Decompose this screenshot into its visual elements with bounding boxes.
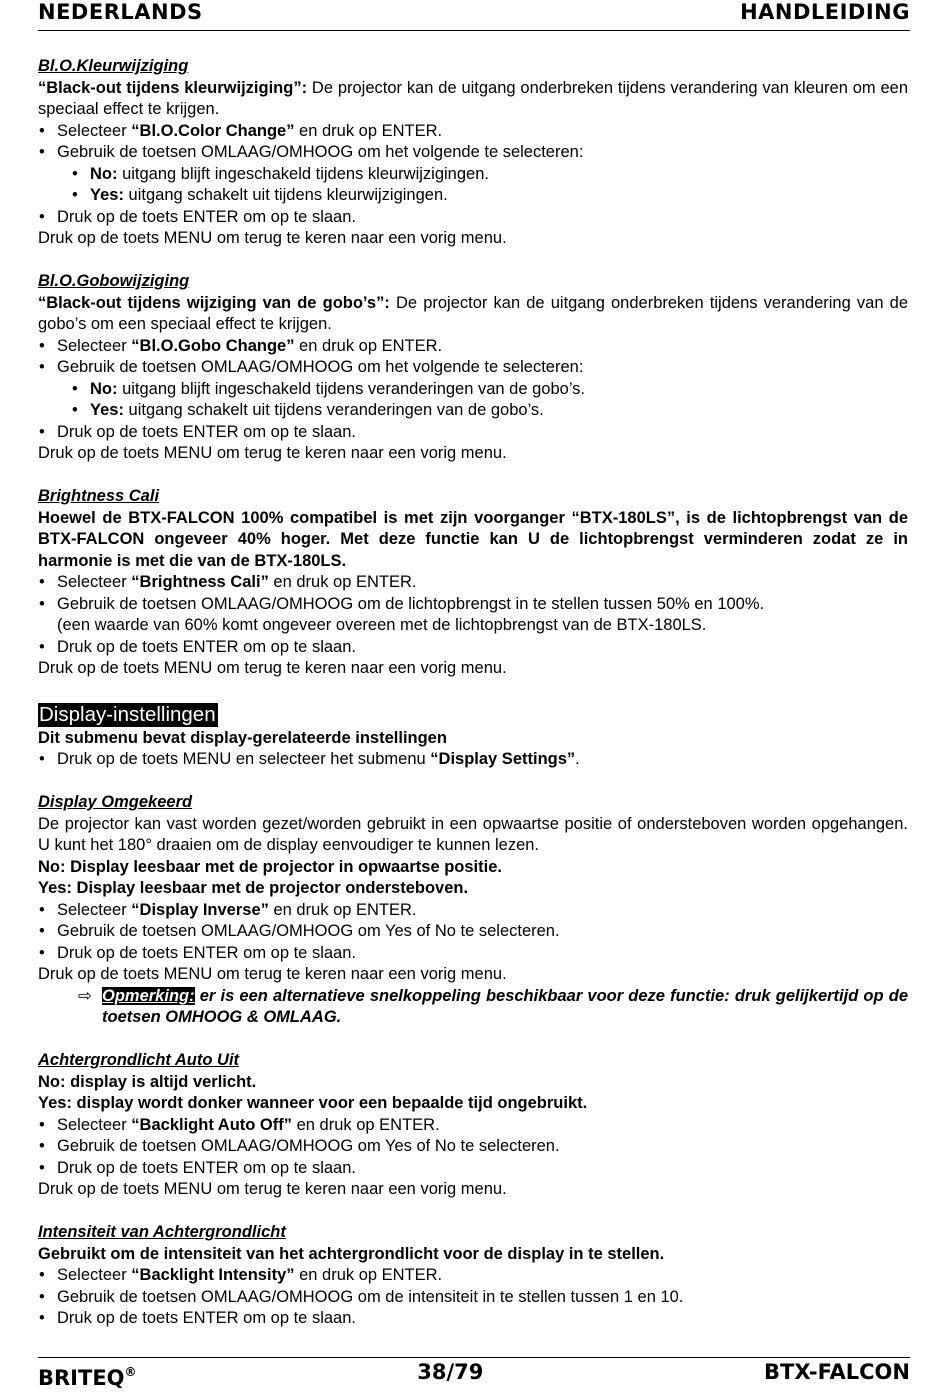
footer-brand: BRITEQ® xyxy=(38,1365,137,1390)
option-yes: Yes: Display leesbaar met de projector ondersteboven. xyxy=(38,879,469,897)
list-item: • Selecteer “Bl.O.Gobo Change” en druk op ENTER. xyxy=(38,336,908,358)
list-item-note: (een waarde van 60% komt ongeveer overeen met de lichtopbrengst van de BTX-180LS. xyxy=(57,616,707,634)
instruction-list xyxy=(38,1265,908,1330)
note-text: er is een alternatieve snelkoppeling beschikbaar voor deze functie: druk gelijkertijd op de toetsen OMHOOG & OMLAAG. xyxy=(102,986,908,1026)
list-item: • Selecteer “Bl.O.Color Change” en druk op ENTER. xyxy=(38,121,908,143)
list-item: • Druk op de toets ENTER om op te slaan. xyxy=(38,1308,908,1330)
section-intro: Gebruikt om de intensiteit van het achtergrondlicht voor de display in te stellen. xyxy=(38,1244,665,1263)
instruction-list xyxy=(38,336,908,444)
list-item: • Gebruik de toetsen OMLAAG/OMHOOG om het volgende te selecteren: xyxy=(38,357,908,379)
section-blackout-gobo xyxy=(38,271,908,465)
arrow-right-icon: ⇨ xyxy=(78,986,92,1005)
menu-return-text: Druk op de toets MENU om terug te keren naar een vorig menu. xyxy=(38,1180,507,1198)
section-blackout-color xyxy=(38,56,908,250)
section-heading: Achtergrondlicht Auto Uit xyxy=(38,1051,240,1069)
instruction-list xyxy=(38,1115,908,1180)
page-footer xyxy=(38,1357,910,1390)
section-heading: Brightness Cali xyxy=(38,487,160,505)
list-item: • Gebruik de toetsen OMLAAG/OMHOOG om Yes of No te selecteren. xyxy=(38,1136,908,1158)
section-display-settings xyxy=(38,701,908,771)
section-brightness-cali xyxy=(38,486,908,680)
list-item: • Yes: uitgang schakelt uit tijdens veranderingen van de gobo’s. xyxy=(38,400,908,422)
list-item: • Gebruik de toetsen OMLAAG/OMHOOG om de lichtopbrengst in te stellen tussen 50% en 100%. xyxy=(38,594,908,616)
chapter-intro: Dit submenu bevat display-gerelateerde instellingen xyxy=(38,728,447,747)
list-item: • Gebruik de toetsen OMLAAG/OMHOOG om de intensiteit in te stellen tussen 1 en 10. xyxy=(38,1287,908,1309)
instruction-list xyxy=(38,900,908,965)
list-item: • Druk op de toets ENTER om op te slaan. xyxy=(38,1158,908,1180)
menu-return-text: Druk op de toets MENU om terug te keren naar een vorig menu. xyxy=(38,444,507,462)
option-yes: Yes: display wordt donker wanneer voor een bepaalde tijd ongebruikt. xyxy=(38,1094,588,1112)
list-item: • Gebruik de toetsen OMLAAG/OMHOOG om Yes of No te selecteren. xyxy=(38,921,908,943)
menu-return-text: Druk op de toets MENU om terug te keren naar een vorig menu. xyxy=(38,229,507,247)
list-item: • Druk op de toets ENTER om op te slaan. xyxy=(38,207,908,229)
section-backlight-intensity xyxy=(38,1222,908,1330)
menu-return-text: Druk op de toets MENU om terug te keren naar een vorig menu. xyxy=(38,659,507,677)
list-item: • Druk op de toets ENTER om op te slaan. xyxy=(38,943,908,965)
list-item: • Gebruik de toetsen OMLAAG/OMHOOG om het volgende te selecteren: xyxy=(38,142,908,164)
section-heading: Bl.O.Gobowijziging xyxy=(38,272,190,290)
list-item: • Yes: uitgang schakelt uit tijdens kleurwijzigingen. xyxy=(38,185,908,207)
list-item: • Selecteer “Backlight Intensity” en druk op ENTER. xyxy=(38,1265,908,1287)
footer-model: BTX-FALCON xyxy=(764,1360,910,1384)
section-heading: Display Omgekeerd xyxy=(38,793,193,811)
list-item: • No: uitgang blijft ingeschakeld tijdens kleurwijzigingen. xyxy=(38,164,908,186)
page-number: 38/79 xyxy=(417,1360,484,1384)
instruction-list xyxy=(38,121,908,229)
header-language: NEDERLANDS xyxy=(38,0,203,24)
chapter-title: Display-instellingen xyxy=(39,703,216,726)
list-item: • Druk op de toets ENTER om op te slaan. xyxy=(38,637,908,659)
page-header xyxy=(38,2,910,31)
section-intro: “Black-out tijdens wijziging van de gobo’s”: De projector kan de uitgang onderbreken tijdens verandering van de gobo’s om een speciaal effect te krijgen. xyxy=(38,293,908,333)
list-item: • Selecteer “Backlight Auto Off” en druk op ENTER. xyxy=(38,1115,908,1137)
section-intro: Hoewel de BTX-FALCON 100% compatibel is met zijn voorganger “BTX-180LS”, is de lichtopbrengst van de BTX-FALCON ongeveer 40% hoger. Met deze functie kan U de lichtopbrengst verminderen zodat ze in harmonie is met die van de BTX-180LS. xyxy=(38,508,908,570)
section-backlight-auto-off xyxy=(38,1050,908,1201)
section-heading: Bl.O.Kleurwijziging xyxy=(38,57,189,75)
instruction-list xyxy=(38,749,908,771)
note-box xyxy=(38,986,908,1029)
section-intro: De projector kan vast worden gezet/worden gebruikt in een opwaartse positie of ondersteboven worden opgehangen. U kunt het 180° draaien om de display eenvoudiger te kunnen lezen. xyxy=(38,814,908,854)
menu-return-text: Druk op de toets MENU om terug te keren naar een vorig menu. xyxy=(38,965,507,983)
instruction-list xyxy=(38,572,908,658)
section-intro: “Black-out tijdens kleurwijziging”: De projector kan de uitgang onderbreken tijdens verandering van kleuren om een speciaal effect te krijgen. xyxy=(38,78,909,118)
section-heading: Intensiteit van Achtergrondlicht xyxy=(38,1223,286,1241)
note-label: Opmerking: xyxy=(102,986,195,1005)
list-item: • No: uitgang blijft ingeschakeld tijdens veranderingen van de gobo’s. xyxy=(38,379,908,401)
header-doc-type: HANDLEIDING xyxy=(740,0,910,24)
option-no: No: display is altijd verlicht. xyxy=(38,1072,257,1091)
option-no: No: Display leesbaar met de projector in opwaartse positie. xyxy=(38,857,502,876)
page-content xyxy=(38,56,908,1330)
list-item: • Selecteer “Display Inverse” en druk op ENTER. xyxy=(38,900,908,922)
section-display-inverse xyxy=(38,792,908,1029)
list-item: • Selecteer “Brightness Cali” en druk op ENTER. xyxy=(38,572,908,594)
list-item: • Druk op de toets ENTER om op te slaan. xyxy=(38,422,908,444)
list-item: • Druk op de toets MENU en selecteer het submenu “Display Settings”. xyxy=(38,749,908,771)
